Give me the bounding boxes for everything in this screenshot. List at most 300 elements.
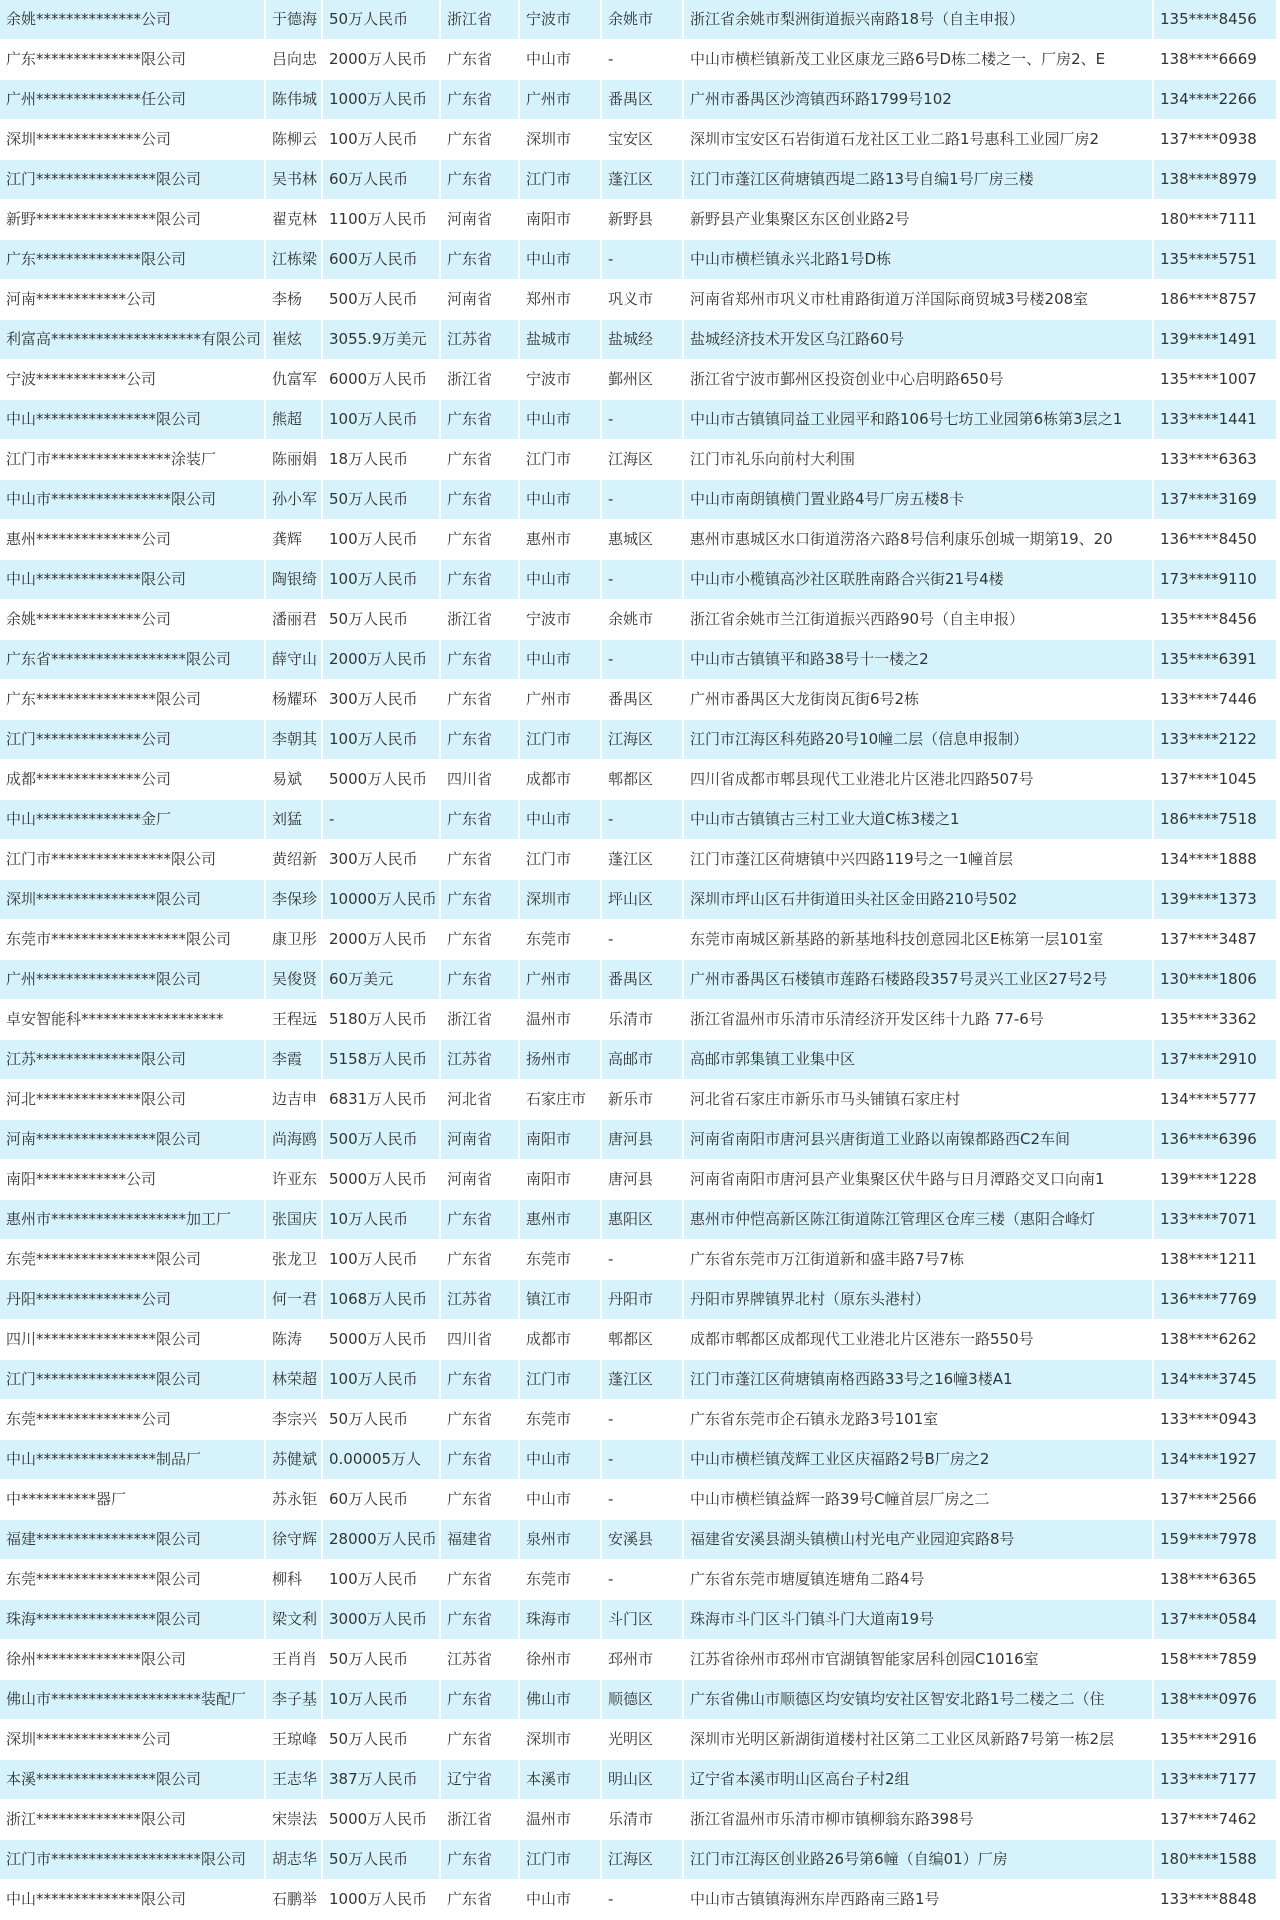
registered-capital-cell: 500万人民币 — [322, 1120, 440, 1160]
company-name-cell: 中山**************金厂 — [0, 800, 265, 840]
province-cell: 江苏省 — [440, 1640, 519, 1680]
registered-capital-cell: 600万人民币 — [322, 240, 440, 280]
registered-capital-cell: 28000万人民币 — [322, 1520, 440, 1560]
district-cell: 斗门区 — [601, 1600, 683, 1640]
address-cell: 深圳市光明区新湖街道楼村社区第二工业区凤新路7号第一栋2层 — [683, 1720, 1153, 1760]
company-name-cell: 中**********器厂 — [0, 1480, 265, 1520]
province-cell: 广东省 — [440, 960, 519, 1000]
address-cell: 河南省南阳市唐河县产业集聚区伏牛路与日月潭路交叉口向南1 — [683, 1160, 1153, 1200]
province-cell: 广东省 — [440, 80, 519, 120]
city-cell: 广州市 — [519, 960, 601, 1000]
city-cell: 惠州市 — [519, 520, 601, 560]
table-row — [0, 800, 1276, 840]
district-cell: 番禺区 — [601, 960, 683, 1000]
table-row — [0, 1160, 1276, 1200]
company-name-cell: 惠州**************公司 — [0, 520, 265, 560]
province-cell: 广东省 — [440, 400, 519, 440]
city-cell: 中山市 — [519, 400, 601, 440]
table-row — [0, 160, 1276, 200]
phone-cell: 134****1888 — [1153, 840, 1276, 880]
legal-rep-cell: 孙小军 — [265, 480, 322, 520]
city-cell: 惠州市 — [519, 1200, 601, 1240]
table-row — [0, 120, 1276, 160]
legal-rep-cell: 李子基 — [265, 1680, 322, 1720]
district-cell: 安溪县 — [601, 1520, 683, 1560]
district-cell: - — [601, 1240, 683, 1280]
table-row — [0, 680, 1276, 720]
province-cell: 福建省 — [440, 1520, 519, 1560]
legal-rep-cell: 胡志华 — [265, 1840, 322, 1880]
legal-rep-cell: 崔炫 — [265, 320, 322, 360]
district-cell: 郫都区 — [601, 760, 683, 800]
district-cell: - — [601, 920, 683, 960]
province-cell: 广东省 — [440, 1480, 519, 1520]
company-name-cell: 东莞****************限公司 — [0, 1560, 265, 1600]
registered-capital-cell: 5180万人民币 — [322, 1000, 440, 1040]
registered-capital-cell: 60万美元 — [322, 960, 440, 1000]
table-row — [0, 1760, 1276, 1800]
province-cell: 广东省 — [440, 680, 519, 720]
legal-rep-cell: 陈涛 — [265, 1320, 322, 1360]
table-row — [0, 1120, 1276, 1160]
table-row — [0, 0, 1276, 40]
company-name-cell: 江门市****************限公司 — [0, 840, 265, 880]
legal-rep-cell: 王程远 — [265, 1000, 322, 1040]
table-row — [0, 1520, 1276, 1560]
address-cell: 广州市番禺区石楼镇市莲路石楼路段357号灵兴工业区27号2号 — [683, 960, 1153, 1000]
district-cell: 惠阳区 — [601, 1200, 683, 1240]
company-name-cell: 惠州市******************加工厂 — [0, 1200, 265, 1240]
city-cell: 徐州市 — [519, 1640, 601, 1680]
city-cell: 郑州市 — [519, 280, 601, 320]
phone-cell: 134****2266 — [1153, 80, 1276, 120]
company-name-cell: 东莞市******************限公司 — [0, 920, 265, 960]
province-cell: 四川省 — [440, 1320, 519, 1360]
table-row — [0, 880, 1276, 920]
address-cell: 丹阳市界牌镇界北村（原东头港村） — [683, 1280, 1153, 1320]
city-cell: 江门市 — [519, 440, 601, 480]
address-cell: 成都市郫都区成都现代工业港北片区港东一路550号 — [683, 1320, 1153, 1360]
city-cell: 东莞市 — [519, 1240, 601, 1280]
province-cell: 浙江省 — [440, 1000, 519, 1040]
table-row — [0, 200, 1276, 240]
registered-capital-cell: 300万人民币 — [322, 680, 440, 720]
city-cell: 宁波市 — [519, 360, 601, 400]
registered-capital-cell: 1068万人民币 — [322, 1280, 440, 1320]
table-row — [0, 440, 1276, 480]
registered-capital-cell: 500万人民币 — [322, 280, 440, 320]
phone-cell: 133****2122 — [1153, 720, 1276, 760]
registered-capital-cell: 10万人民币 — [322, 1680, 440, 1720]
city-cell: 温州市 — [519, 1000, 601, 1040]
city-cell: 江门市 — [519, 1360, 601, 1400]
city-cell: 盐城市 — [519, 320, 601, 360]
legal-rep-cell: 李朝其 — [265, 720, 322, 760]
registered-capital-cell: 5000万人民币 — [322, 1320, 440, 1360]
registered-capital-cell: 50万人民币 — [322, 1640, 440, 1680]
province-cell: 广东省 — [440, 640, 519, 680]
address-cell: 新野县产业集聚区东区创业路2号 — [683, 200, 1153, 240]
phone-cell: 139****1373 — [1153, 880, 1276, 920]
city-cell: 东莞市 — [519, 1400, 601, 1440]
company-name-cell: 徐州**************限公司 — [0, 1640, 265, 1680]
table-row — [0, 920, 1276, 960]
registered-capital-cell: 2000万人民币 — [322, 920, 440, 960]
city-cell: 中山市 — [519, 40, 601, 80]
registered-capital-cell: 50万人民币 — [322, 1840, 440, 1880]
address-cell: 辽宁省本溪市明山区高台子村2组 — [683, 1760, 1153, 1800]
city-cell: 中山市 — [519, 560, 601, 600]
phone-cell: 133****1441 — [1153, 400, 1276, 440]
address-cell: 浙江省余姚市梨洲街道振兴南路18号（自主申报） — [683, 0, 1153, 40]
legal-rep-cell: 吴俊贤 — [265, 960, 322, 1000]
phone-cell: 133****7446 — [1153, 680, 1276, 720]
table-row — [0, 80, 1276, 120]
company-name-cell: 江门市****************涂装厂 — [0, 440, 265, 480]
legal-rep-cell: 吴书林 — [265, 160, 322, 200]
phone-cell: 158****7859 — [1153, 1640, 1276, 1680]
phone-cell: 133****8848 — [1153, 1880, 1276, 1920]
registered-capital-cell: 100万人民币 — [322, 1240, 440, 1280]
phone-cell: 130****1806 — [1153, 960, 1276, 1000]
address-cell: 广东省东莞市塘厦镇连塘角二路4号 — [683, 1560, 1153, 1600]
city-cell: 中山市 — [519, 240, 601, 280]
province-cell: 广东省 — [440, 560, 519, 600]
registered-capital-cell: 0.00005万人 — [322, 1440, 440, 1480]
legal-rep-cell: 宋崇法 — [265, 1800, 322, 1840]
table-row — [0, 1000, 1276, 1040]
city-cell: 深圳市 — [519, 120, 601, 160]
table-row — [0, 1800, 1276, 1840]
province-cell: 广东省 — [440, 520, 519, 560]
company-name-cell: 广东****************限公司 — [0, 680, 265, 720]
table-row — [0, 400, 1276, 440]
district-cell: 光明区 — [601, 1720, 683, 1760]
address-cell: 浙江省温州市乐清市乐清经济开发区纬十九路 77-6号 — [683, 1000, 1153, 1040]
province-cell: 浙江省 — [440, 360, 519, 400]
table-row — [0, 1440, 1276, 1480]
legal-rep-cell: 龚辉 — [265, 520, 322, 560]
table-row — [0, 1640, 1276, 1680]
table-row — [0, 40, 1276, 80]
registered-capital-cell: 1000万人民币 — [322, 80, 440, 120]
registered-capital-cell: 50万人民币 — [322, 1400, 440, 1440]
registered-capital-cell: 2000万人民币 — [322, 640, 440, 680]
phone-cell: 135****8456 — [1153, 0, 1276, 40]
city-cell: 佛山市 — [519, 1680, 601, 1720]
phone-cell: 133****0943 — [1153, 1400, 1276, 1440]
city-cell: 泉州市 — [519, 1520, 601, 1560]
legal-rep-cell: 杨耀环 — [265, 680, 322, 720]
company-name-cell: 广州**************任公司 — [0, 80, 265, 120]
company-name-cell: 中山****************制品厂 — [0, 1440, 265, 1480]
address-cell: 中山市南朗镇横门置业路4号厂房五楼8卡 — [683, 480, 1153, 520]
phone-cell: 139****1491 — [1153, 320, 1276, 360]
legal-rep-cell: 刘猛 — [265, 800, 322, 840]
company-name-cell: 余姚**************公司 — [0, 600, 265, 640]
address-cell: 广州市番禺区大龙街岗瓦街6号2栋 — [683, 680, 1153, 720]
province-cell: 河南省 — [440, 280, 519, 320]
address-cell: 江门市蓬江区荷塘镇西堤二路13号自编1号厂房三楼 — [683, 160, 1153, 200]
district-cell: 郫都区 — [601, 1320, 683, 1360]
phone-cell: 180****7111 — [1153, 200, 1276, 240]
city-cell: 江门市 — [519, 1840, 601, 1880]
legal-rep-cell: 翟克林 — [265, 200, 322, 240]
district-cell: 丹阳市 — [601, 1280, 683, 1320]
company-name-cell: 江门****************限公司 — [0, 1360, 265, 1400]
province-cell: 广东省 — [440, 880, 519, 920]
province-cell: 广东省 — [440, 840, 519, 880]
district-cell: 盐城经 — [601, 320, 683, 360]
registered-capital-cell: 5000万人民币 — [322, 760, 440, 800]
district-cell: 余姚市 — [601, 600, 683, 640]
address-cell: 江门市礼乐向前村大利围 — [683, 440, 1153, 480]
district-cell: - — [601, 800, 683, 840]
legal-rep-cell: 易斌 — [265, 760, 322, 800]
province-cell: 广东省 — [440, 720, 519, 760]
city-cell: 本溪市 — [519, 1760, 601, 1800]
legal-rep-cell: 黄绍新 — [265, 840, 322, 880]
phone-cell: 136****6396 — [1153, 1120, 1276, 1160]
address-cell: 广东省东莞市企石镇永龙路3号101室 — [683, 1400, 1153, 1440]
city-cell: 中山市 — [519, 1480, 601, 1520]
province-cell: 河南省 — [440, 200, 519, 240]
legal-rep-cell: 李杨 — [265, 280, 322, 320]
phone-cell: 137****2566 — [1153, 1480, 1276, 1520]
registered-capital-cell: 18万人民币 — [322, 440, 440, 480]
company-name-cell: 余姚**************公司 — [0, 0, 265, 40]
city-cell: 中山市 — [519, 640, 601, 680]
city-cell: 中山市 — [519, 800, 601, 840]
registered-capital-cell: 10000万人民币 — [322, 880, 440, 920]
phone-cell: 138****8979 — [1153, 160, 1276, 200]
city-cell: 温州市 — [519, 1800, 601, 1840]
address-cell: 浙江省温州市乐清市柳市镇柳翁东路398号 — [683, 1800, 1153, 1840]
city-cell: 石家庄市 — [519, 1080, 601, 1120]
province-cell: 四川省 — [440, 760, 519, 800]
table-row — [0, 1880, 1276, 1920]
district-cell: - — [601, 1480, 683, 1520]
district-cell: 唐河县 — [601, 1160, 683, 1200]
address-cell: 中山市小榄镇高沙社区联胜南路合兴街21号4楼 — [683, 560, 1153, 600]
phone-cell: 138****1211 — [1153, 1240, 1276, 1280]
registered-capital-cell: 2000万人民币 — [322, 40, 440, 80]
phone-cell: 137****1045 — [1153, 760, 1276, 800]
city-cell: 东莞市 — [519, 1560, 601, 1600]
legal-rep-cell: 苏健斌 — [265, 1440, 322, 1480]
district-cell: - — [601, 40, 683, 80]
address-cell: 中山市古镇镇海洲东岸西路南三路1号 — [683, 1880, 1153, 1920]
address-cell: 河北省石家庄市新乐市马头铺镇石家庄村 — [683, 1080, 1153, 1120]
registered-capital-cell: 6831万人民币 — [322, 1080, 440, 1120]
phone-cell: 137****3169 — [1153, 480, 1276, 520]
legal-rep-cell: 何一君 — [265, 1280, 322, 1320]
company-name-cell: 宁波************公司 — [0, 360, 265, 400]
province-cell: 浙江省 — [440, 0, 519, 40]
city-cell: 珠海市 — [519, 1600, 601, 1640]
table-row — [0, 480, 1276, 520]
table-row — [0, 1200, 1276, 1240]
legal-rep-cell: 熊超 — [265, 400, 322, 440]
address-cell: 广州市番禺区沙湾镇西环路1799号102 — [683, 80, 1153, 120]
company-name-cell: 广东省******************限公司 — [0, 640, 265, 680]
address-cell: 深圳市宝安区石岩街道石龙社区工业二路1号惠科工业园厂房2 — [683, 120, 1153, 160]
phone-cell: 133****7071 — [1153, 1200, 1276, 1240]
province-cell: 江苏省 — [440, 1040, 519, 1080]
legal-rep-cell: 张龙卫 — [265, 1240, 322, 1280]
registered-capital-cell: 3000万人民币 — [322, 1600, 440, 1640]
district-cell: 江海区 — [601, 1840, 683, 1880]
phone-cell: 137****0584 — [1153, 1600, 1276, 1640]
province-cell: 广东省 — [440, 1440, 519, 1480]
address-cell: 江门市蓬江区荷塘镇南格西路33号之16幢3楼A1 — [683, 1360, 1153, 1400]
address-cell: 江门市江海区创业路26号第6幢（自编01）厂房 — [683, 1840, 1153, 1880]
city-cell: 江门市 — [519, 720, 601, 760]
city-cell: 广州市 — [519, 80, 601, 120]
company-name-cell: 中山**************限公司 — [0, 560, 265, 600]
legal-rep-cell: 边吉申 — [265, 1080, 322, 1120]
province-cell: 广东省 — [440, 480, 519, 520]
address-cell: 东莞市南城区新基路的新基地科技创意园北区E栋第一层101室 — [683, 920, 1153, 960]
province-cell: 广东省 — [440, 240, 519, 280]
address-cell: 福建省安溪县湖头镇横山村光电产业园迎宾路8号 — [683, 1520, 1153, 1560]
province-cell: 广东省 — [440, 1560, 519, 1600]
phone-cell: 137****7462 — [1153, 1800, 1276, 1840]
legal-rep-cell: 许亚东 — [265, 1160, 322, 1200]
city-cell: 镇江市 — [519, 1280, 601, 1320]
district-cell: 顺德区 — [601, 1680, 683, 1720]
province-cell: 广东省 — [440, 1680, 519, 1720]
district-cell: - — [601, 560, 683, 600]
address-cell: 中山市横栏镇永兴北路1号D栋 — [683, 240, 1153, 280]
address-cell: 四川省成都市郫县现代工业港北片区港北四路507号 — [683, 760, 1153, 800]
table-row — [0, 1680, 1276, 1720]
city-cell: 东莞市 — [519, 920, 601, 960]
registered-capital-cell: 100万人民币 — [322, 520, 440, 560]
address-cell: 惠州市仲恺高新区陈江街道陈江管理区仓库三楼（惠阳合峰灯 — [683, 1200, 1153, 1240]
phone-cell: 137****2910 — [1153, 1040, 1276, 1080]
address-cell: 中山市古镇镇古三村工业大道C栋3楼之1 — [683, 800, 1153, 840]
address-cell: 中山市横栏镇新茂工业区康龙三路6号D栋二楼之一、厂房2、E — [683, 40, 1153, 80]
registered-capital-cell: 3055.9万美元 — [322, 320, 440, 360]
company-name-cell: 广东**************限公司 — [0, 240, 265, 280]
registered-capital-cell: 300万人民币 — [322, 840, 440, 880]
city-cell: 江门市 — [519, 840, 601, 880]
district-cell: 坪山区 — [601, 880, 683, 920]
phone-cell: 137****3487 — [1153, 920, 1276, 960]
province-cell: 广东省 — [440, 800, 519, 840]
table-row — [0, 1240, 1276, 1280]
legal-rep-cell: 王志华 — [265, 1760, 322, 1800]
province-cell: 广东省 — [440, 160, 519, 200]
legal-rep-cell: 康卫彤 — [265, 920, 322, 960]
district-cell: - — [601, 1440, 683, 1480]
district-cell: 高邮市 — [601, 1040, 683, 1080]
company-name-cell: 东莞****************限公司 — [0, 1240, 265, 1280]
district-cell: 鄞州区 — [601, 360, 683, 400]
legal-rep-cell: 苏永钜 — [265, 1480, 322, 1520]
company-name-cell: 东莞**************公司 — [0, 1400, 265, 1440]
phone-cell: 138****6365 — [1153, 1560, 1276, 1600]
registered-capital-cell: 100万人民币 — [322, 120, 440, 160]
table-row — [0, 1560, 1276, 1600]
province-cell: 江苏省 — [440, 320, 519, 360]
table-row — [0, 240, 1276, 280]
table-row — [0, 360, 1276, 400]
registered-capital-cell: 1100万人民币 — [322, 200, 440, 240]
legal-rep-cell: 王琼峰 — [265, 1720, 322, 1760]
company-name-cell: 河南************公司 — [0, 280, 265, 320]
district-cell: 蓬江区 — [601, 160, 683, 200]
company-name-cell: 中山**************限公司 — [0, 1880, 265, 1920]
registered-capital-cell: 100万人民币 — [322, 1560, 440, 1600]
phone-cell: 186****7518 — [1153, 800, 1276, 840]
registered-capital-cell: 6000万人民币 — [322, 360, 440, 400]
city-cell: 宁波市 — [519, 0, 601, 40]
legal-rep-cell: 陶银绮 — [265, 560, 322, 600]
district-cell: 巩义市 — [601, 280, 683, 320]
legal-rep-cell: 薛守山 — [265, 640, 322, 680]
table-row — [0, 1480, 1276, 1520]
phone-cell: 138****0976 — [1153, 1680, 1276, 1720]
address-cell: 珠海市斗门区斗门镇斗门大道南19号 — [683, 1600, 1153, 1640]
legal-rep-cell: 徐守辉 — [265, 1520, 322, 1560]
table-row — [0, 1600, 1276, 1640]
district-cell: 乐清市 — [601, 1000, 683, 1040]
province-cell: 广东省 — [440, 1600, 519, 1640]
company-name-cell: 江苏**************限公司 — [0, 1040, 265, 1080]
district-cell: - — [601, 1560, 683, 1600]
legal-rep-cell: 陈伟城 — [265, 80, 322, 120]
phone-cell: 173****9110 — [1153, 560, 1276, 600]
phone-cell: 135****2916 — [1153, 1720, 1276, 1760]
district-cell: - — [601, 640, 683, 680]
table-row — [0, 720, 1276, 760]
province-cell: 广东省 — [440, 1240, 519, 1280]
legal-rep-cell: 潘丽君 — [265, 600, 322, 640]
company-name-cell: 深圳**************公司 — [0, 1720, 265, 1760]
legal-rep-cell: 仇富军 — [265, 360, 322, 400]
city-cell: 江门市 — [519, 160, 601, 200]
phone-cell: 135****1007 — [1153, 360, 1276, 400]
province-cell: 辽宁省 — [440, 1760, 519, 1800]
company-name-cell: 丹阳**************公司 — [0, 1280, 265, 1320]
province-cell: 河北省 — [440, 1080, 519, 1120]
address-cell: 惠州市惠城区水口街道涝洛六路8号信利康乐创城一期第19、20 — [683, 520, 1153, 560]
city-cell: 广州市 — [519, 680, 601, 720]
table-row — [0, 520, 1276, 560]
registered-capital-cell: - — [322, 800, 440, 840]
legal-rep-cell: 李保珍 — [265, 880, 322, 920]
legal-rep-cell: 张国庆 — [265, 1200, 322, 1240]
table-row — [0, 560, 1276, 600]
company-name-cell: 广东**************限公司 — [0, 40, 265, 80]
table-row — [0, 1280, 1276, 1320]
table-row — [0, 1840, 1276, 1880]
legal-rep-cell: 李霞 — [265, 1040, 322, 1080]
phone-cell: 134****3745 — [1153, 1360, 1276, 1400]
province-cell: 广东省 — [440, 1400, 519, 1440]
company-name-cell: 卓安智能科******************* — [0, 1000, 265, 1040]
company-name-cell: 江门**************公司 — [0, 720, 265, 760]
company-name-cell: 本溪****************限公司 — [0, 1760, 265, 1800]
table-row — [0, 760, 1276, 800]
district-cell: 新野县 — [601, 200, 683, 240]
city-cell: 成都市 — [519, 1320, 601, 1360]
district-cell: - — [601, 1400, 683, 1440]
legal-rep-cell: 柳科 — [265, 1560, 322, 1600]
district-cell: 蓬江区 — [601, 840, 683, 880]
